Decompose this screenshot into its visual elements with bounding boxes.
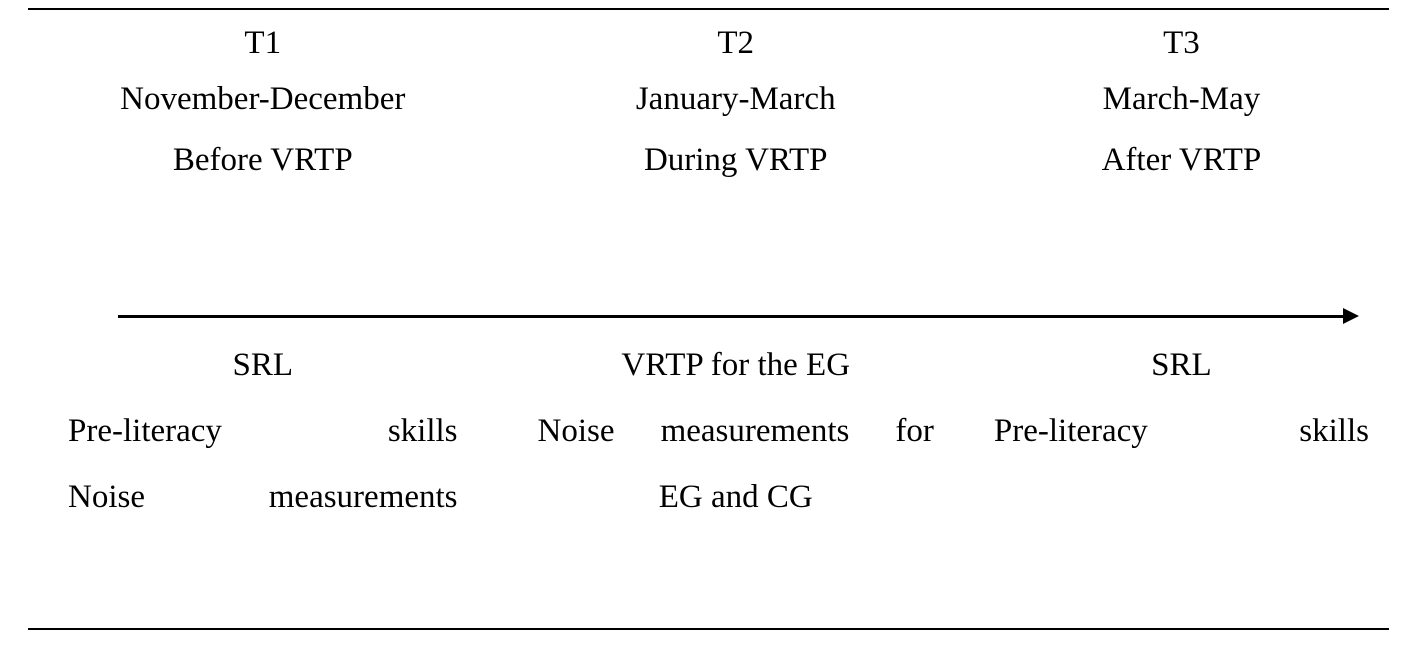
- timepoint-label-t2: T2: [717, 25, 755, 61]
- timepoint-phase-t3: After VRTP: [1101, 142, 1262, 178]
- timepoint-phase-t1: Before VRTP: [172, 142, 353, 178]
- activities-column-t1: [28, 332, 498, 530]
- timeline-arrow-head-icon: [1343, 308, 1359, 324]
- activity-item: EG and CG: [658, 479, 813, 515]
- timeline-arrow: [118, 305, 1359, 329]
- timepoint-activities: [28, 332, 1389, 530]
- activity-item: SRL: [232, 347, 294, 383]
- activity-item: Noise measurements for: [537, 413, 934, 449]
- timepoint-column-t3: [974, 18, 1389, 190]
- activities-column-t2: [498, 332, 974, 530]
- top-rule: [28, 8, 1389, 10]
- timepoint-period-t1: November-December: [120, 81, 406, 117]
- timeline-arrow-line: [118, 315, 1349, 318]
- activity-item: VRTP for the EG: [621, 347, 851, 383]
- activity-item: Noise measurements: [68, 479, 458, 515]
- timepoint-period-t3: March-May: [1102, 81, 1261, 117]
- timepoint-headers: [28, 18, 1389, 190]
- activity-item: Pre-literacy skills: [68, 413, 458, 449]
- timepoint-label-t3: T3: [1163, 25, 1200, 61]
- activity-item: SRL: [1151, 347, 1212, 383]
- bottom-rule: [28, 628, 1389, 630]
- timepoint-column-t1: [28, 18, 498, 190]
- activities-column-t3: [974, 332, 1389, 464]
- timepoint-period-t2: January-March: [635, 81, 836, 117]
- timepoint-phase-t2: During VRTP: [643, 142, 828, 178]
- activity-item-wrapped: [538, 398, 934, 530]
- timepoint-column-t2: [498, 18, 974, 190]
- timepoint-label-t1: T1: [244, 25, 282, 61]
- activity-item: Pre-literacy skills: [993, 413, 1369, 449]
